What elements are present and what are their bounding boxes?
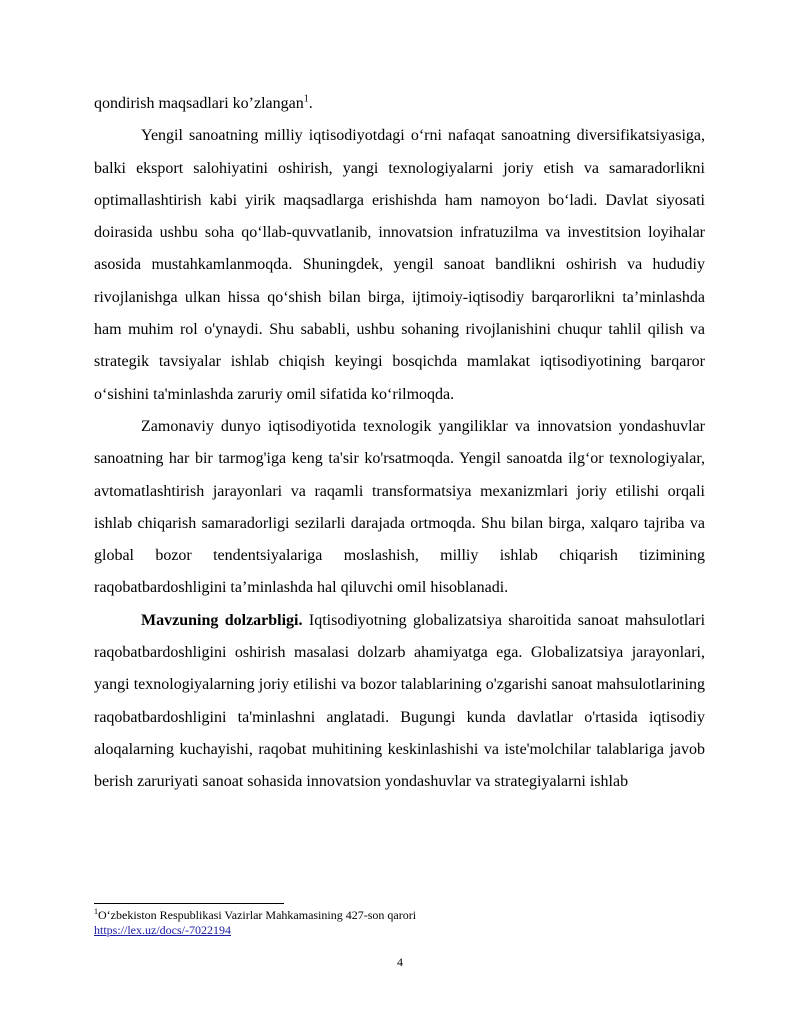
- relevance-heading: Mavzuning dolzarbligi.: [141, 611, 303, 629]
- page-body: [94, 88, 705, 799]
- footnote: [94, 908, 705, 938]
- paragraph-light-industry-role: Yengil sanoatning milliy iqtisodiyotdagi o‘rni nafaqat sanoatning diversifikatsiyasiga, balki eksport salohiyatini oshirish, yangi texnologiyalarni joriy etish va samaradorlikni optimallashtirish kabi yirik maqsadlarga erishishda ham namoyon bo‘ladi. Davlat siyosati doirasida ushbu soha qo‘llab-quvvatlanib, innovatsion infratuzilma va investitsion loyihalar asosida mustahkamlanmoqda. Shuningdek, yengil sanoat bandlikni oshirish va hududiy rivojlanishga ulkan hissa qo‘shish bilan birga, ijtimoiy-iqtisodiy barqarorlikni ta’minlashda ham muhim rol o'ynaydi. Shu sababli, ushbu sohaning rivojlanishini chuqur tahlil qilish va strategik tavsiyalar ishlab chiqish keyingi bosqichda mamlakat iqtisodiyotining barqaror o‘sishini ta'minlashda zaruriy omil sifatida ko‘rilmoqda.: [94, 127, 705, 403]
- paragraph-continuation: [94, 88, 705, 120]
- footnote-reference[interactable]: 1: [303, 93, 309, 105]
- relevance-text: Iqtisodiyotning globalizatsiya sharoitida sanoat mahsulotlari raqobatbardoshligini oshirish masalasi dolzarb ahamiyatga ega. Globalizatsiya jarayonlari, yangi texnologiyalarning joriy etilishi va bozor talablarining o'zgarishi sanoat mahsulotlarining raqobatbardoshligini ta'minlashni anglatadi. Bugungi kunda davlatlar o'rtasida iqtisodiy aloqalarning kuchayishi, raqobat muhitining keskinlashishi va iste'molchilar talablariga javob berish zaruriyati sanoat sohasida innovatsion yondashuvlar va strategiyalarni ishlab: [94, 611, 706, 791]
- footnote-divider: [94, 903, 284, 904]
- paragraph-continuation-text: qondirish maqsadlari ko’zlangan: [94, 95, 304, 112]
- footnote-link[interactable]: https://lex.uz/docs/-7022194: [94, 923, 231, 937]
- paragraph-modern-economy: Zamonaviy dunyo iqtisodiyotida texnologik yangiliklar va innovatsion yondashuvlar sanoatning har bir tarmog'iga keng ta'sir ko'rsatmoqda. Yengil sanoatda ilg‘or texnologiyalar, avtomatlashtirish jarayonlari va raqamli transformatsiya mexanizmlari joriy etilishi orqali ishlab chiqarish samaradorligi sezilarli darajada ortmoqda. Shu bilan birga, xalqaro tajriba va global bozor tendentsiyalariga moslashish, milliy ishlab chiqarish tizimining raqobatbardoshligini ta’minlashda hal qiluvchi omil hisoblanadi.: [94, 417, 705, 597]
- footnote-mark: 1: [94, 907, 98, 916]
- paragraph-relevance: [94, 605, 705, 799]
- sentence-end: .: [308, 95, 313, 112]
- page-number: 4: [397, 955, 403, 969]
- footnote-text: O‘zbekiston Respublikasi Vazirlar Mahkamasining 427-son qarori: [98, 908, 417, 922]
- footnote-citation: [94, 908, 705, 923]
